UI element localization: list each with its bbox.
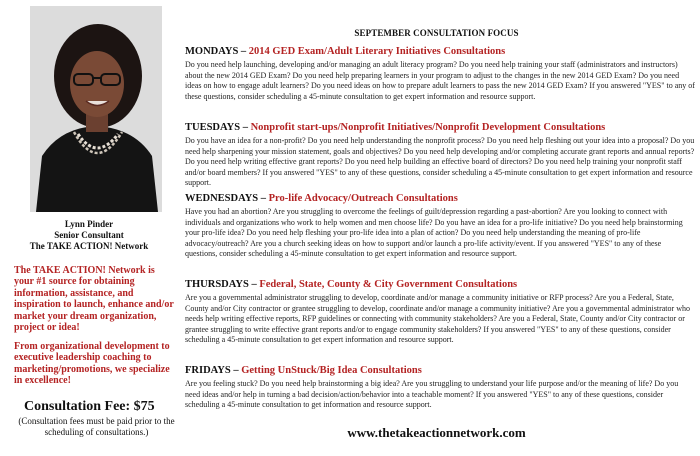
section-day: MONDAYS <box>185 46 239 57</box>
section-day: THURSDAYS <box>185 279 249 290</box>
dash-separator: – <box>240 122 251 133</box>
organization-name: The TAKE ACTION! Network <box>29 241 149 251</box>
fee-note: (Consultation fees must be paid prior to the scheduling of consultations.) <box>18 416 175 437</box>
section-wednesdays <box>185 192 695 260</box>
section-mondays <box>185 45 695 102</box>
section-body: Are you a governmental administrator struggling to develop, coordinate and/or manage a community initiative or RFP process? Are you a Federal, State, County and/or City contractor or grantee struggling to develop, coordinate and/or manage a community initiative? Are you a governmental administrator who needs help writing effective reports, RFP guidelines or connecting with community stakeholders? Are you a Federal, State, County and/or City contractor or grantee struggling to write effective grant reports and/or to engage community stakeholders? If you answered "YES" to any of these questions, consider scheduling a 45-minute consultation to get expert information and resource support. <box>185 293 690 344</box>
section-day: TUESDAYS <box>185 122 241 133</box>
section-topic: Nonprofit start-ups/Nonprofit Initiatives/Nonprofit Development Consultations <box>250 122 606 133</box>
section-title <box>185 121 695 134</box>
dash-separator: – <box>238 46 249 57</box>
section-day: FRIDAYS <box>185 365 231 376</box>
network-pitch: The TAKE ACTION! Network is your #1 source for obtaining information, assistance, and inspiration to launch, enhance and/or market your dream organization, project or idea! <box>14 265 174 334</box>
page-heading: SEPTEMBER CONSULTATION FOCUS <box>354 28 519 38</box>
dash-separator: – <box>248 279 260 290</box>
section-tuesdays <box>185 121 695 189</box>
consultant-title: Senior Consultant <box>54 230 124 240</box>
specialty-pitch: From organizational development to executive leadership coaching to marketing/promotions, we specialize in excellence! <box>14 341 170 387</box>
section-topic: Federal, State, County & City Government Consultations <box>259 279 518 290</box>
section-topic: Getting UnStuck/Big Idea Consultations <box>241 365 422 376</box>
portrait-image <box>30 6 162 212</box>
section-topic: 2014 GED Exam/Adult Literary Initiatives Consultations <box>248 46 506 57</box>
consultant-name: Lynn Pinder <box>64 219 114 229</box>
consultant-photo <box>30 6 162 212</box>
section-title <box>185 192 695 205</box>
website-url[interactable]: www.thetakeactionnetwork.com <box>347 425 526 440</box>
dash-separator: – <box>258 193 269 204</box>
section-title <box>185 45 695 58</box>
consultation-schedule <box>178 0 695 456</box>
section-topic: Pro-life Advocacy/Outreach Consultations <box>268 193 458 204</box>
section-thursdays <box>185 278 695 346</box>
profile-column <box>0 0 178 456</box>
section-body: Do you have an idea for a non-profit? Do you need help understanding the nonprofit process? Do you need help fleshing out your idea into a proposal? Do you need help sharpening your mission statement, goals and objectives? Do you need help developing and/or completing accurate grant reports and annual reports? Do you need help writing effective grant reports? Do you need help building an effective board of directors? Do you need help training your nonprofit staff and/or board members? If you answered "YES" to any of these questions, consider scheduling a 45-minute consultation to get expert information and resource support. <box>185 136 695 187</box>
section-fridays <box>185 364 695 411</box>
section-title <box>185 278 695 291</box>
consultation-fee: Consultation Fee: $75 <box>24 399 155 414</box>
section-day: WEDNESDAYS <box>185 193 259 204</box>
section-body: Are you feeling stuck? Do you need help brainstorming a big idea? Are you struggling to understand your life purpose and/or the meaning of life? Do you need ideas and/or help in turning a bad decision/action/behavior into a teachable moment? If you answered "YES" to any of these questions, consider scheduling a 45-minute consultation to get information and resource support. <box>185 379 679 409</box>
section-body: Do you need help launching, developing and/or managing an adult literacy program? Do you need help training your staff (administrators and instructors) about the new 2014 GED Exam? Do you need help preparing learners in your program to adjust to the changes in the new 2014 GED Exam? Do you need ideas on how to engage adult learners? Do you need ideas on how to prepare adult learners to pass the new 2014 GED Exam? If you answered "YES" to any of these questions, consider scheduling a 45-minute consultation to get expert information and resource support. <box>185 60 695 101</box>
section-body: Have you had an abortion? Are you struggling to overcome the feelings of guilt/depression regarding a past-abortion? Are you looking to connect with individuals and organizations who work to help women and men choose life? Do you have an idea for a pro-life initiative? Do you need help brainstorming your pro-life idea? Do you need help fleshing your pro-life idea into a plan of action? Do you need help understanding the meaning of pro-life advocacy/outreach? Are you a church seeking ideas on how to support and/or launch a pro-life activity/event. If you answered "YES" to any of these questions, consider scheduling a 45-minute consultation to get expert information and resource support. <box>185 207 683 258</box>
dash-separator: – <box>230 365 242 376</box>
section-title <box>185 364 695 377</box>
